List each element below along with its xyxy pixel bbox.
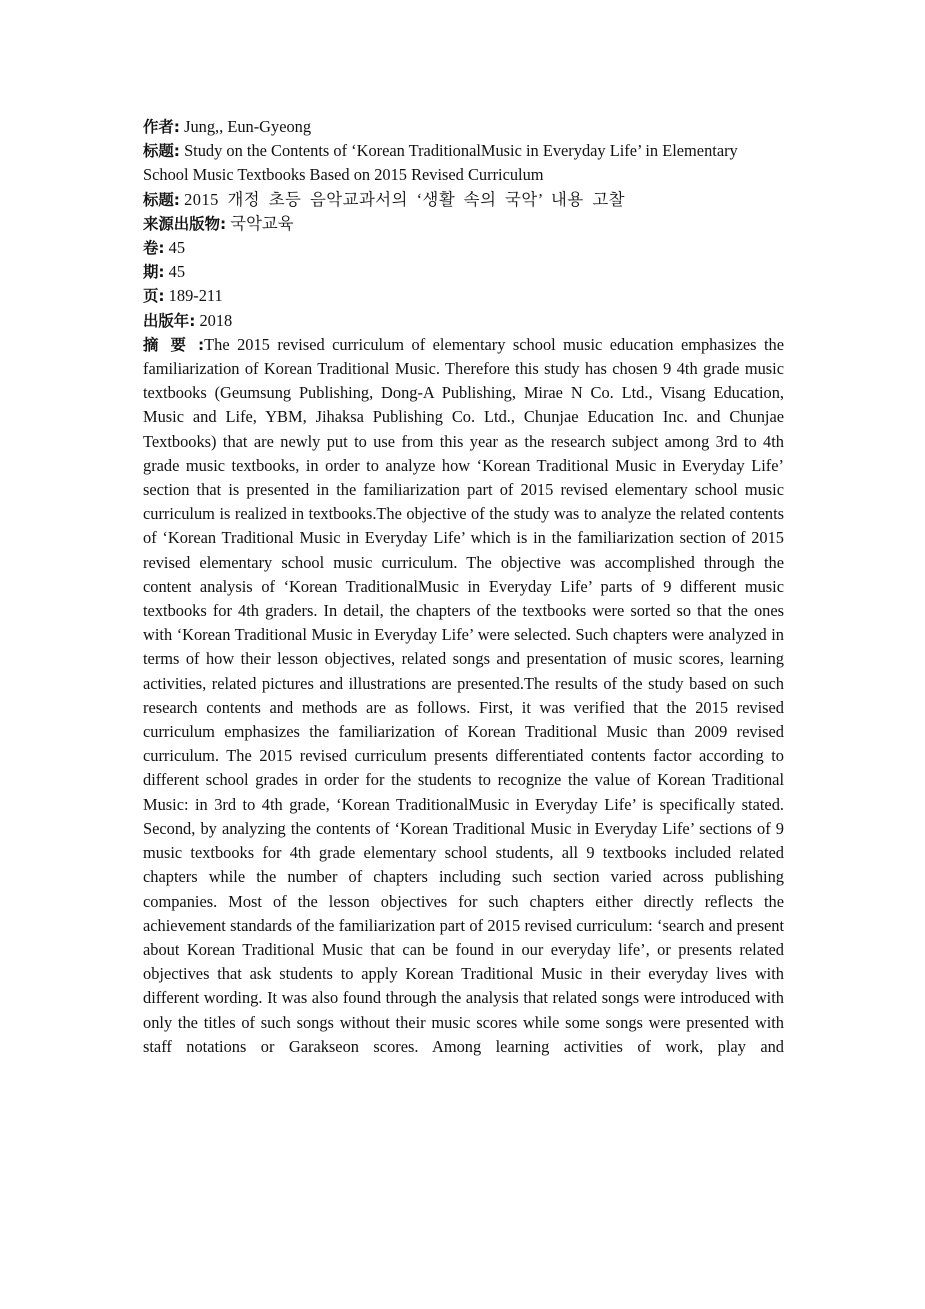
source-label: 来源出版物 <box>143 214 220 233</box>
title-en-value: Study on the Contents of ‘Korean TraditionalMusic in Everyday Life’ in Elementary School Music Textbooks Based on 2015 Revised Curriculum <box>143 141 738 185</box>
issue-label: 期 <box>143 263 159 282</box>
pages-row: 页: 189-211 <box>143 286 223 306</box>
year-label: 出版年 <box>143 311 190 330</box>
year-row: 出版年: 2018 <box>143 310 233 330</box>
year-value: 2018 <box>199 310 233 330</box>
volume-row: 卷: 45 <box>143 238 186 258</box>
volume-value: 45 <box>168 238 186 258</box>
title-kr-row: 标题: 2015 개정 초등 음악교과서의 ‘생활 속의 국악’ 내용 고찰 <box>143 189 625 209</box>
title-en-label: 标题 <box>143 142 174 161</box>
pages-value: 189-211 <box>168 286 223 306</box>
issue-value: 45 <box>168 262 186 282</box>
title-kr-value: 2015 개정 초등 음악교과서의 ‘생활 속의 국악’ 내용 고찰 <box>184 189 625 209</box>
author-label: 作者 <box>143 118 174 136</box>
author-row: 作者: Jung,, Eun-Gyeong <box>143 117 312 136</box>
source-value: 국악교육 <box>230 213 294 233</box>
source-row: 来源出版物: 국악교육 <box>143 213 294 233</box>
volume-label: 卷 <box>143 239 159 258</box>
title-kr-label: 标题 <box>143 190 174 209</box>
abstract-label: 摘 要 <box>143 335 190 354</box>
issue-row: 期: 45 <box>143 262 186 282</box>
title-en-row: 标题: Study on the Contents of ‘Korean TraditionalMusic in Everyday Life’ in Elementary School Music Textbooks Based on 2015 Revised Curriculum <box>143 141 738 185</box>
abstract-row: 摘 要 :The 2015 revised curriculum of elementary school music education emphasizes the familiarization of Korean Traditional Music. Therefore this study has chosen 9 4th grade music textbooks (Geumsung Publishing, Dong-A Publishing, Mirae N Co. Ltd., Visang Education, Music and Life, YBM, Jihaksa Publishing Co. Ltd., Chunjae Education Inc. and Chunjae Textbooks) that are newly put to use from this year as the research subject among 3rd to 4th grade music textbooks, in order to analyze how ‘Korean Traditional Music in Everyday Life’ section that is presented in the familiarization part of 2015 revised elementary school music curriculum is realized in textbooks.The objective of the study was to analyze the related contents of ‘Korean Traditional Music in Everyday Life’ which is in the familiarization section of 2015 revised elementary school music curriculum. The objective was accomplished through the content analysis of ‘Korean TraditionalMusic in Everyday Life’ parts of 9 different music textbooks for 4th graders. In detail, the chapters of the textbooks were sorted so that the ones with ‘Korean Traditional Music in Everyday Life’ were selected. Such chapters were analyzed in terms of how their lesson objectives, related songs and presentation of music scores, learning activities, related pictures and illustrations are presented.The results of the study based on such research contents and methods are as follows. First, it was verified that the 2015 revised curriculum emphasizes the familiarization of Korean Traditional Music than 2009 revised curriculum. The 2015 revised curriculum presents differentiated contents factor according to different school grades in order for the students to recognize the value of Korean Traditional Music: in 3rd to 4th grade, ‘Korean TraditionalMusic in Everyday Life’ is specifically stated. Second, by analyzing the contents of ‘Korean Traditional Music in Everyday Life’ sections of 9 music textbooks for 4th grade elementary school students, all 9 textbooks included related chapters while the number of chapters including such section varied across publishing companies. Most of the lesson objectives for such chapters either directly reflects the achievement standards of the familiarization part of 2015 revised curriculum: ‘search and present about Korean Traditional Music that can be found in our everyday life’, or presents related objectives that ask students to apply Korean Traditional Music in their everyday lives with different wording. It was also found through the analysis that related songs were introduced with only the titles of such songs without their music scores while some songs were presented with staff notations or Garakseon scores. Among learning activities of work, play and <box>143 334 784 1056</box>
pages-label: 页 <box>143 287 159 306</box>
abstract-text: The 2015 revised curriculum of elementary school music education emphasizes the familiarization of Korean Traditional Music. Therefore this study has chosen 9 4th grade music textbooks (Geumsung Publishing, Dong-A Publishing, Mirae N Co. Ltd., Visang Education, Music and Life, YBM, Jihaksa Publishing Co. Ltd., Chunjae Education Inc. and Chunjae Textbooks) that are newly put to use from this year as the research subject among 3rd to 4th grade music textbooks, in order to analyze how ‘Korean Traditional Music in Everyday Life’ section that is presented in the familiarization part of 2015 revised elementary school music curriculum is realized in textbooks.The objective of the study was to analyze the related contents of ‘Korean Traditional Music in Everyday Life’ which is in the familiarization section of 2015 revised elementary school music curriculum. The objective was accomplished through the content analysis of ‘Korean TraditionalMusic in Everyday Life’ parts of 9 different music textbooks for 4th graders. In detail, the chapters of the textbooks were sorted so that the ones with ‘Korean Traditional Music in Everyday Life’ were selected. Such chapters were analyzed in terms of how their lesson objectives, related songs and presentation of music scores, learning activities, related pictures and illustrations are presented.The results of the study based on such research contents and methods are as follows. First, it was verified that the 2015 revised curriculum emphasizes the familiarization of Korean Traditional Music than 2009 revised curriculum. The 2015 revised curriculum presents differentiated contents factor according to different school grades in order for the students to recognize the value of Korean Traditional Music: in 3rd to 4th grade, ‘Korean TraditionalMusic in Everyday Life’ is specifically stated. Second, by analyzing the contents of ‘Korean Traditional Music in Everyday Life’ sections of 9 music textbooks for 4th grade elementary school students, all 9 textbooks included related chapters while the number of chapters including such section varied across publishing companies. Most of the lesson objectives for such chapters either directly reflects the achievement standards of the familiarization part of 2015 revised curriculum: ‘search and present about Korean Traditional Music that can be found in our everyday life’, or presents related objectives that ask students to apply Korean Traditional Music in their everyday lives with different wording. It was also found through the analysis that related songs were introduced with only the titles of such songs without their music scores while some songs were presented with staff notations or Garakseon scores. Among learning activities of work, play and <box>143 334 784 1056</box>
bibliographic-record <box>143 115 784 1059</box>
author-value: Jung,, Eun-Gyeong <box>184 117 312 136</box>
